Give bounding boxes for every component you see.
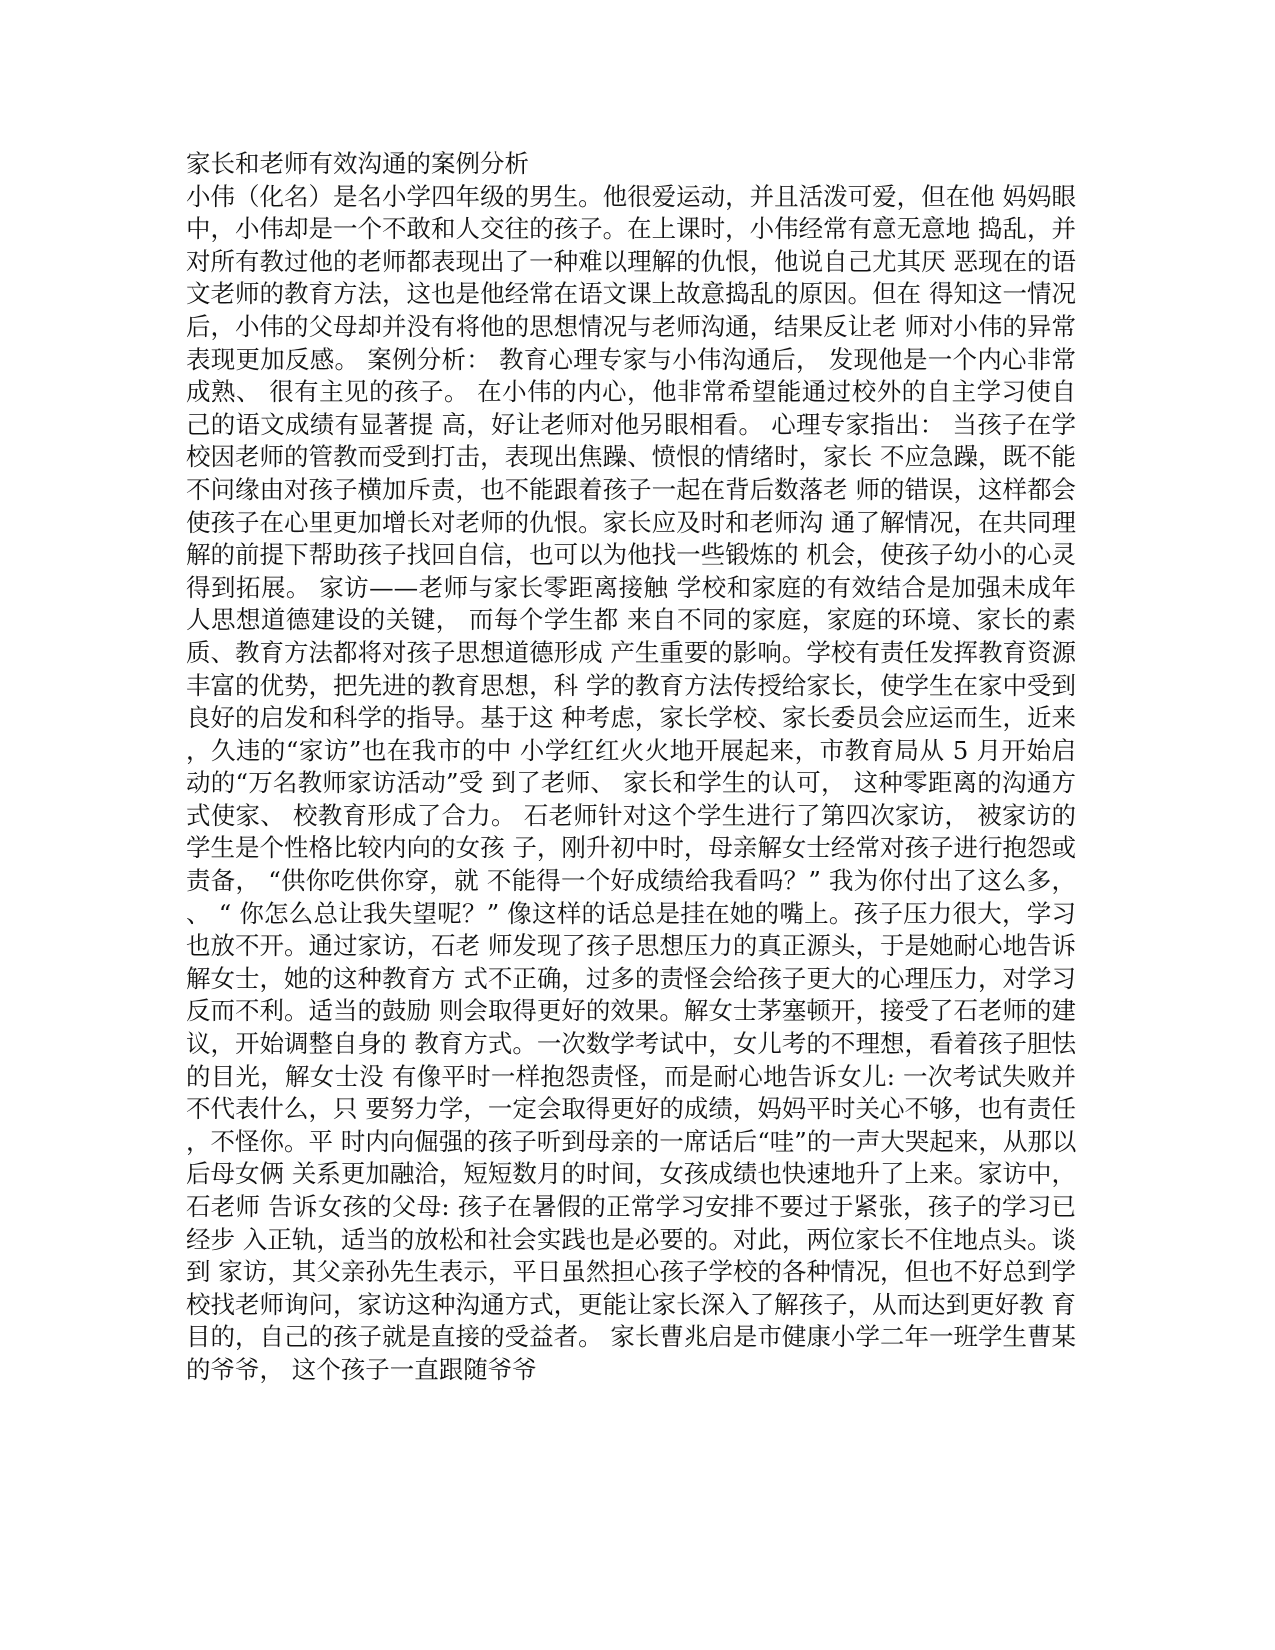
body-line: 目的，自己的孩子就是直接的受益者。 家长曹兆启是市健康小学二年一班学生曹某: [186, 1322, 1076, 1352]
body-line: 解的前提下帮助孩子找回自信，也可以为他找一些锻炼的 机会，使孩子幼小的心灵: [186, 540, 1076, 570]
body-line: 动的“万名教师家访活动”受 到了老师、 家长和学生的认可， 这种零距离的沟通方: [186, 768, 1076, 798]
body-line: 良好的启发和科学的指导。基于这 种考虑，家长学校、家长委员会应运而生，近来: [186, 703, 1076, 733]
body-line: 表现更加反感。 案例分析： 教育心理专家与小伟沟通后， 发现他是一个内心非常: [186, 344, 1076, 374]
body-line: 小伟（化名）是名小学四年级的男生。他很爱运动，并且活泼可爱，但在他 妈妈眼: [186, 181, 1076, 211]
body-line: ，久违的“家访”也在我市的中 小学红红火火地开展起来，市教育局从 5 月开始启: [186, 735, 1076, 765]
body-line: 反而不利。适当的鼓励 则会取得更好的效果。解女士茅塞顿开，接受了石老师的建: [186, 996, 1076, 1026]
body-line: 经步 入正轨，适当的放松和社会实践也是必要的。对此，两位家长不住地点头。谈: [186, 1224, 1076, 1254]
body-line: 学生是个性格比较内向的女孩 子，刚升初中时，母亲解女士经常对孩子进行抱怨或: [186, 833, 1076, 863]
body-line: 质、教育方法都将对孩子思想道德形成 产生重要的影响。学校有责任发挥教育资源: [186, 637, 1076, 667]
body-line: 中，小伟却是一个不敢和人交往的孩子。在上课时，小伟经常有意无意地 捣乱，并: [186, 214, 1076, 244]
body-line: 后母女俩 关系更加融洽，短短数月的时间，女孩成绩也快速地升了上来。家访中，: [186, 1159, 1076, 1189]
body-line: 的目光，解女士没 有像平时一样抱怨责怪，而是耐心地告诉女儿: 一次考试失败并: [186, 1061, 1076, 1091]
body-line: 议，开始调整自身的 教育方式。一次数学考试中，女儿考的不理想，看着孩子胆怯: [186, 1029, 1076, 1059]
body-line: 到 家访，其父亲孙先生表示，平日虽然担心孩子学校的各种情况，但也不好总到学: [186, 1257, 1076, 1287]
body-line: 人思想道德建设的关键， 而每个学生都 来自不同的家庭，家庭的环境、家长的素: [186, 605, 1076, 635]
body-line: 校因老师的管教而受到打击，表现出焦躁、愤恨的情绪时，家长 不应急躁，既不能: [186, 442, 1076, 472]
body-line: 后，小伟的父母却并没有将他的思想情况与老师沟通，结果反让老 师对小伟的异常: [186, 311, 1076, 341]
body-line: 式使家、 校教育形成了合力。 石老师针对这个学生进行了第四次家访， 被家访的: [186, 800, 1076, 830]
body-line: ，不怪你。平 时内向倔强的孩子听到母亲的一席话后“哇”的一声大哭起来，从那以: [186, 1126, 1077, 1156]
body-line: 也放不开。通过家访，石老 师发现了孩子思想压力的真正源头，于是她耐心地告诉: [186, 931, 1076, 961]
body-line: 解女士，她的这种教育方 式不正确，过多的责怪会给孩子更大的心理压力，对学习: [186, 963, 1076, 993]
body-line: 不问缘由对孩子横加斥责，也不能跟着孩子一起在背后数落老 师的错误，这样都会: [186, 474, 1076, 504]
body-line: 责备， “供你吃供你穿，就 不能得一个好成绩给我看吗？” 我为你付出了这么多，: [186, 866, 1076, 896]
body-line: 文老师的教育方法，这也是他经常在语文课上故意捣乱的原因。但在 得知这一情况: [186, 279, 1076, 309]
body-line: 石老师 告诉女孩的父母: 孩子在暑假的正常学习安排不要过于紧张，孩子的学习已: [186, 1192, 1076, 1221]
body-line: 成熟、 很有主见的孩子。 在小伟的内心，他非常希望能通过校外的自主学习使自: [186, 377, 1076, 407]
body-line: 丰富的优势，把先进的教育思想，科 学的教育方法传授给家长，使学生在家中受到: [186, 670, 1076, 700]
document-body: [186, 148, 1076, 1387]
body-line: 己的语文成绩有显著提 高，好让老师对他另眼相看。 心理专家指出： 当孩子在学: [186, 409, 1076, 439]
body-line: 不代表什么，只 要努力学，一定会取得更好的成绩，妈妈平时关心不够，也有责任: [186, 1094, 1076, 1124]
body-line: 使孩子在心里更加增长对老师的仇恨。家长应及时和老师沟 通了解情况，在共同理: [186, 507, 1076, 537]
body-line: 的爷爷， 这个孩子一直跟随爷爷: [186, 1354, 537, 1384]
document-title: 家长和老师有效沟通的案例分析: [186, 149, 529, 178]
body-line: 校找老师询问，家访这种沟通方式，更能让家长深入了解孩子，从而达到更好教 育: [186, 1289, 1076, 1319]
body-line: 得到拓展。 家访——老师与家长零距离接触 学校和家庭的有效结合是加强未成年: [186, 572, 1076, 602]
body-line: 对所有教过他的老师都表现出了一种难以理解的仇恨，他说自己尤其厌 恶现在的语: [186, 246, 1076, 276]
body-line: 、 “ 你怎么总让我失望呢？” 像这样的话总是挂在她的嘴上。孩子压力很大，学习: [186, 898, 1076, 928]
